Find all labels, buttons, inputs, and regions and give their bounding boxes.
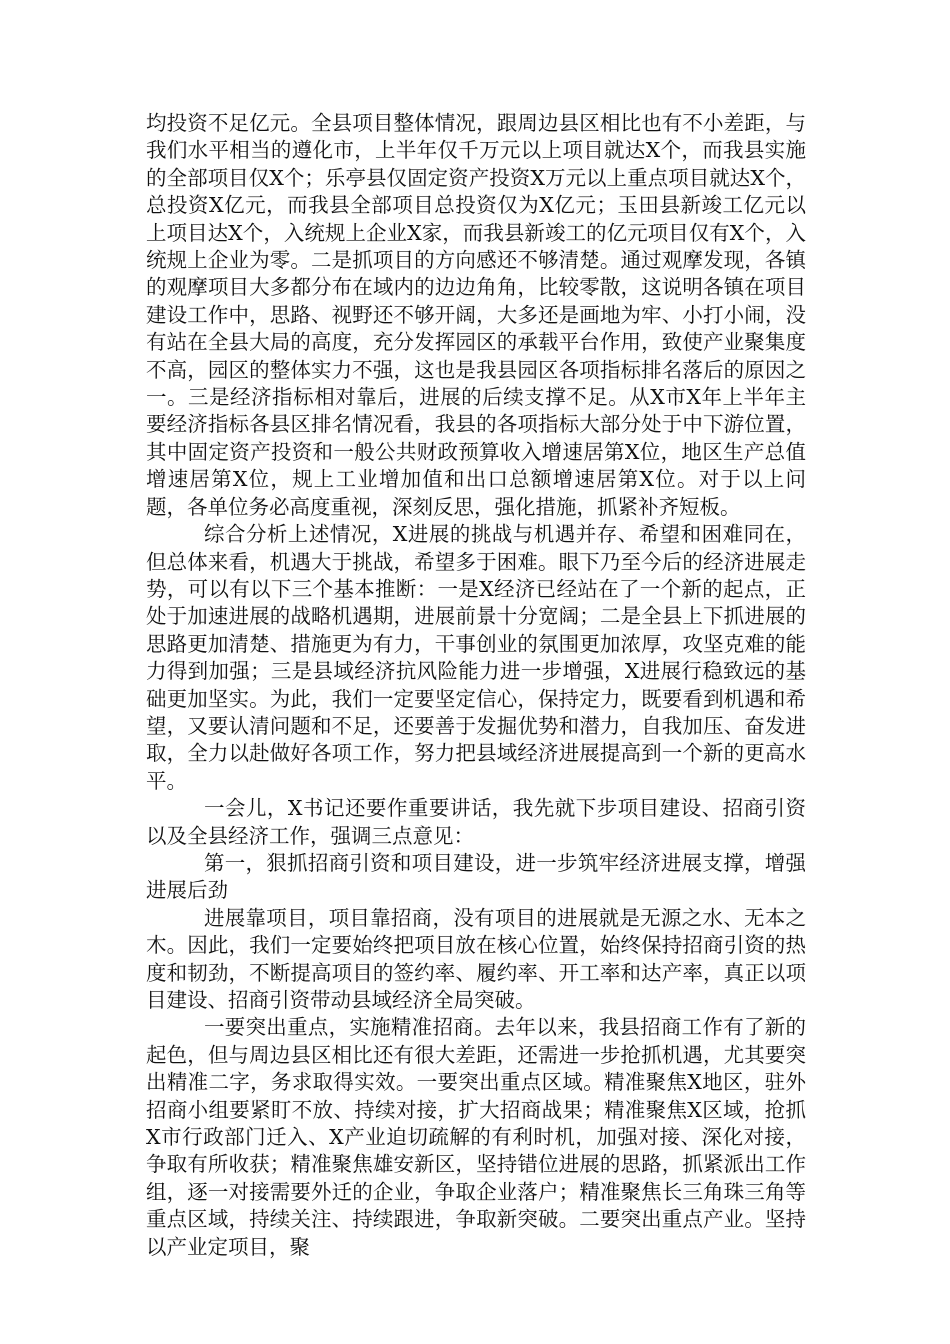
paragraph-3: 一会儿，X书记还要作重要讲话，我先就下步项目建设、招商引资以及全县经济工作，强调三点意见： bbox=[146, 796, 806, 848]
paragraph-1: 均投资不足亿元。全县项目整体情况，跟周边县区相比也有不小差距，与我们水平相当的遵化市，上半年仅千万元以上项目就达X个，而我县实施的全部项目仅X个；乐亭县仅固定资产投资X万元以上重点项目就达X个，总投资X亿元，而我县全部项目总投资仅为X亿元；玉田县新竣工亿元以上项目达X个，入统规上企业X家，而我县新竣工的亿元项目仅有X个，入统规上企业为零。二是抓项目的方向感还不够清楚。通过观摩发现，各镇的观摩项目大多都分布在域内的边边角角，比较零散，这说明各镇在项目建设工作中，思路、视野还不够开阔，大多还是画地为牢、小打小闹，没有站在全县大局的高度，充分发挥园区的承载平台作用，致使产业聚集度不高，园区的整体实力不强，这也是我县园区各项指标排名落后的原因之一。三是经济指标相对靠后，进展的后续支撑不足。从X市X年上半年主要经济指标各县区排名情况看，我县的各项指标大部分处于中下游位置，其中固定资产投资和一般公共财政预算收入增速居第X位，地区生产总值增速居第X位，规上工业增加值和出口总额增速居第X位。对于以上问题，各单位务必高度重视，深刻反思，强化措施，抓紧补齐短板。 bbox=[146, 111, 806, 519]
paragraph-2: 综合分析上述情况，X进展的挑战与机遇并存、希望和困难同在，但总体来看，机遇大于挑战，希望多于困难。眼下乃至今后的经济进展走势，可以有以下三个基本推断：一是X经济已经站在了一个新的起点，正处于加速进展的战略机遇期，进展前景十分宽阔；二是全县上下抓进展的思路更加清楚、措施更为有力，干事创业的氛围更加浓厚，攻坚克难的能力得到加强；三是县域经济抗风险能力进一步增强，X进展行稳致远的基础更加坚实。为此，我们一定要坚定信心，保持定力，既要看到机遇和希望，又要认清问题和不足，还要善于发掘优势和潜力，自我加压、奋发进取，全力以赴做好各项工作，努力把县域经济进展提高到一个新的更高水平。 bbox=[146, 522, 806, 793]
paragraph-4: 进展靠项目，项目靠招商，没有项目的进展就是无源之水、无本之木。因此，我们一定要始终把项目放在核心位置，始终保持招商引资的热度和韧劲，不断提高项目的签约率、履约率、开工率和达产率，真正以项目建设、招商引资带动县域经济全局突破。 bbox=[146, 905, 806, 1012]
paragraph-5: 一要突出重点，实施精准招商。去年以来，我县招商工作有了新的起色，但与周边县区相比还有很大差距，还需进一步抢抓机遇，尤其要突出精准二字，务求取得实效。一要突出重点区域。精准聚焦X地区，驻外招商小组要紧盯不放、持续对接，扩大招商战果；精准聚焦X区域，抢抓X市行政部门迁入、X产业迫切疏解的有利时机，加强对接、深化对接，争取有所收获；精准聚焦雄安新区，坚持错位进展的思路，抓紧派出工作组，逐一对接需要外迁的企业，争取企业落户；精准聚焦长三角珠三角等重点区域，持续关注、持续跟进，争取新突破。二要突出重点产业。坚持以产业定项目，聚 bbox=[146, 1015, 806, 1259]
document-body bbox=[146, 110, 806, 1261]
section-heading-1: 第一，狠抓招商引资和项目建设，进一步筑牢经济进展支撑，增强进展后劲 bbox=[146, 850, 806, 903]
